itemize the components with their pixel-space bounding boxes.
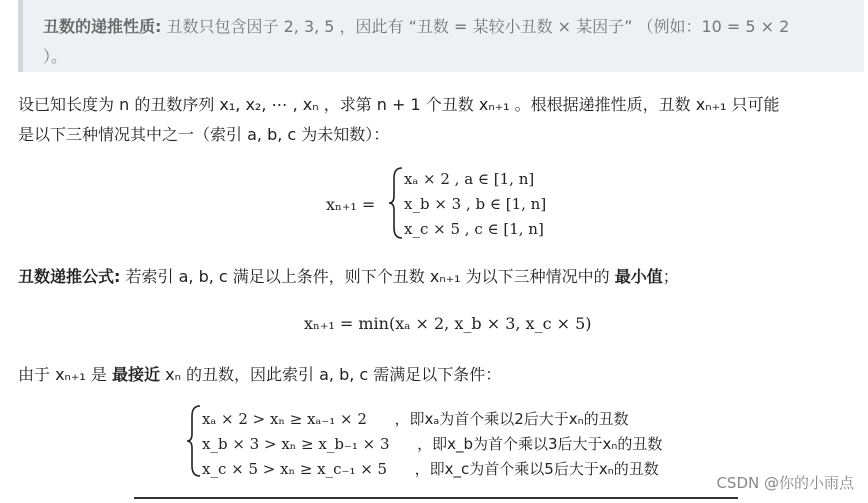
para2-text: 若索引 a, b, c 满足以上条件，则下个丑数 xₙ₊₁ 为以下三种情况中的 <box>125 267 610 286</box>
para2-tail: ； <box>662 267 679 286</box>
eq1-lhs: xₙ₊₁ = <box>326 195 376 214</box>
eq3-brace <box>186 404 202 478</box>
para3-pre: 由于 xₙ₊₁ 是 <box>18 365 107 384</box>
eq1-row: x_c × 5 , c ∈ [1, n] <box>404 220 544 238</box>
para2-bold: 丑数递推公式: <box>18 267 121 286</box>
para3 <box>18 362 501 385</box>
eq1-row: xₐ × 2 , a ∈ [1, n] <box>404 170 535 188</box>
para3-bold: 最接近 <box>111 365 160 384</box>
eq2: xₙ₊₁ = min(xₐ × 2, x_b × 3, x_c × 5) <box>304 314 592 333</box>
eq3-row <box>202 408 629 429</box>
eq3-math: x_b × 3 > xₙ ≥ x_b₋₁ × 3 <box>202 435 390 453</box>
eq3-row <box>202 458 659 479</box>
para1-line2: 是以下三种情况其中之一（索引 a, b, c 为未知数）： <box>18 125 390 144</box>
eq3-row <box>202 433 662 454</box>
quote-block <box>18 0 864 72</box>
para2-bold2: 最小值 <box>614 267 663 286</box>
quote-title: 丑数的递推性质: <box>43 17 162 36</box>
para1-line1: 设已知长度为 n 的丑数序列 x₁, x₂, ⋯ , xₙ ，求第 n + 1 个丑数 xₙ₊₁ 。根根据递推性质，丑数 xₙ₊₁ 只可能 <box>18 95 780 114</box>
eq3-math: x_c × 5 > xₙ ≥ x_c₋₁ × 5 <box>202 460 388 478</box>
quote-text: 丑数只包含因子 2, 3, 5 ，因此有 “丑数 = 某较小丑数 × 某因子” （例如：10 = 5 × 2 <box>166 17 790 36</box>
bottom-divider <box>134 497 738 501</box>
eq3-note: ，即x_b为首个乘以3后大于xₙ的丑数 <box>417 435 663 453</box>
para3-post: xₙ 的丑数，因此索引 a, b, c 需满足以下条件： <box>165 365 502 384</box>
eq3-math: xₐ × 2 > xₙ ≥ xₐ₋₁ × 2 <box>202 410 367 428</box>
para2 <box>18 264 679 287</box>
watermark: CSDN @你的小雨点 <box>716 474 854 492</box>
eq3-note: ，即xₐ为首个乘以2后大于xₙ的丑数 <box>394 410 629 428</box>
eq1-row: x_b × 3 , b ∈ [1, n] <box>404 195 547 213</box>
quote-line-1 <box>43 14 789 37</box>
eq3-note: ，即x_c为首个乘以5后大于xₙ的丑数 <box>414 460 659 478</box>
eq1-brace <box>388 166 404 240</box>
quote-line-2: ）。 <box>43 47 68 66</box>
